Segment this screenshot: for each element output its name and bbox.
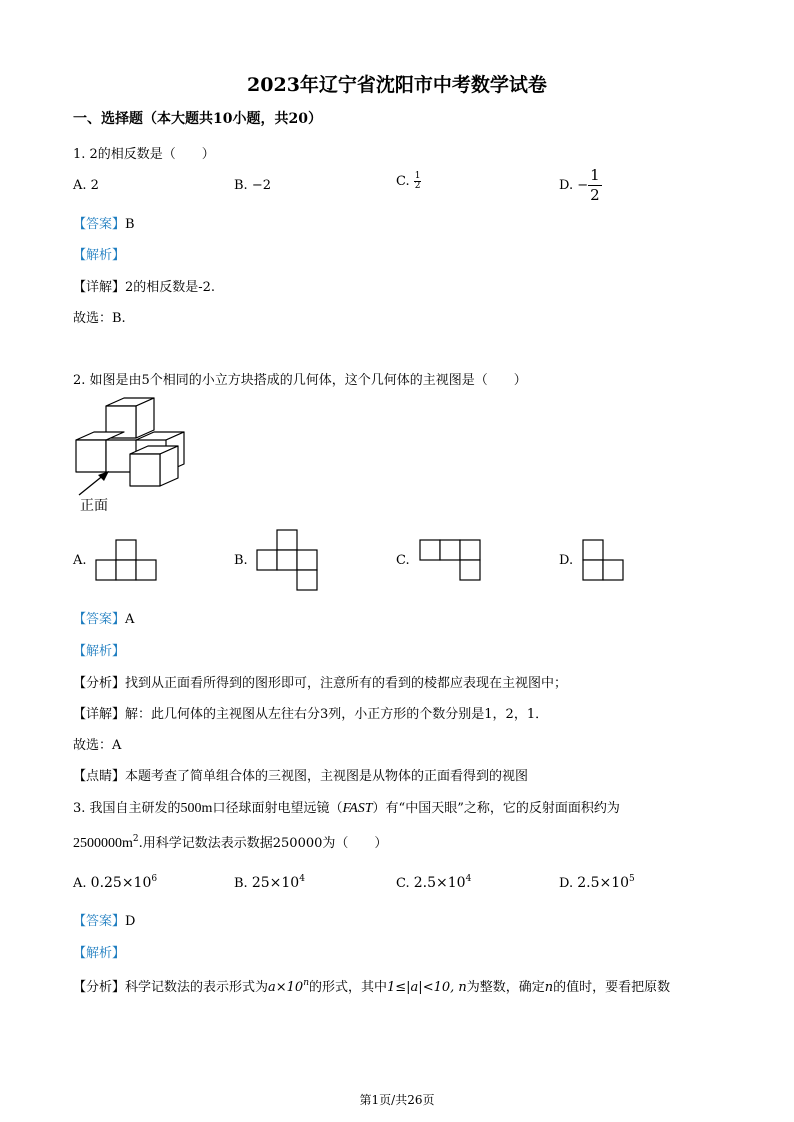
q1-option-b: B. −2 — [234, 178, 271, 193]
q3-option-b: B. $25\times 10^4$ — [234, 874, 305, 891]
q1-option-c: C. $\frac{1}{2}$ — [396, 171, 421, 191]
q2-answer: 【答案】A — [73, 612, 135, 627]
q2-option-b-label: B. — [234, 553, 248, 568]
q3-option-a: A. $0.25\times 10^6$ — [73, 874, 158, 891]
q1-answer: 【答案】B — [73, 217, 135, 232]
q1-option-d: D. − $\frac{1}{2}$ — [559, 166, 600, 204]
q2-option-a-label: A. — [73, 553, 87, 568]
q2-stem: 2. 如图是由5个相同的小立方块搭成的几何体，这个几何体的主视图是（ ） — [73, 373, 527, 388]
q2-choose: 故选：A — [73, 738, 122, 753]
q3-analysis-tag: 【解析】 — [73, 946, 126, 961]
q2-option-d-label: D. — [559, 553, 574, 568]
q2-detail: 【详解】解：此几何体的主视图从左往右分3列，小正方形的个数分别是1，2，1． — [73, 707, 549, 722]
q2-analysis-tag: 【解析】 — [73, 644, 126, 659]
q1-option-a: A. 2 — [73, 178, 99, 193]
q2-dianjing: 【点睛】本题考查了简单组合体的三视图，主视图是从物体的正面看得到的视图 — [73, 769, 529, 784]
page-footer: 第1页/共26页 — [359, 1093, 435, 1107]
q2-option-a-figure — [96, 540, 158, 580]
q3-stem-line2: $2500000m^2$.用科学记数法表示数据250000为（ ） — [73, 834, 388, 851]
q1-stem: 1. 2的相反数是（ ） — [73, 147, 215, 162]
q1-choose: 故选：B. — [73, 311, 126, 326]
front-label: 正面 — [80, 498, 108, 514]
front-arrow-icon — [75, 468, 115, 498]
q2-option-c-label: C. — [396, 553, 410, 568]
page-title: 2023年辽宁省沈阳市中考数学试卷 — [247, 74, 547, 96]
q3-fenxi: 【分析】科学记数法的表示形式为$a\times 10^n$的形式，其中1≤|a|<10, n为整数，确定n的值时，要看把原数 — [73, 978, 671, 995]
q1-detail: 【详解】2的相反数是-2. — [73, 280, 216, 295]
q1-analysis-tag: 【解析】 — [73, 248, 126, 263]
q2-fenxi: 【分析】找到从正面看所得到的图形即可，注意所有的看到的棱都应表现在主视图中； — [73, 676, 568, 691]
q2-option-b-figure — [257, 530, 319, 590]
q3-option-d: D. $2.5\times 10^5$ — [559, 874, 635, 891]
q3-option-c: C. $2.5\times 10^4$ — [396, 874, 472, 891]
q2-option-d-figure — [583, 540, 625, 580]
section-heading: 一、选择题（本大题共10小题，共20） — [73, 111, 322, 127]
fraction-neg-half: $\frac{1}{2}$ — [590, 166, 600, 204]
fraction-half: $\frac{1}{2}$ — [414, 171, 421, 191]
q2-option-c-figure — [420, 540, 482, 580]
q3-answer: 【答案】D — [73, 914, 136, 929]
q3-stem-line1: 3. 我国自主研发的500m口径球面射电望远镜（FAST）有“中国天眼”之称，它的反射面面积约为 — [73, 801, 620, 816]
